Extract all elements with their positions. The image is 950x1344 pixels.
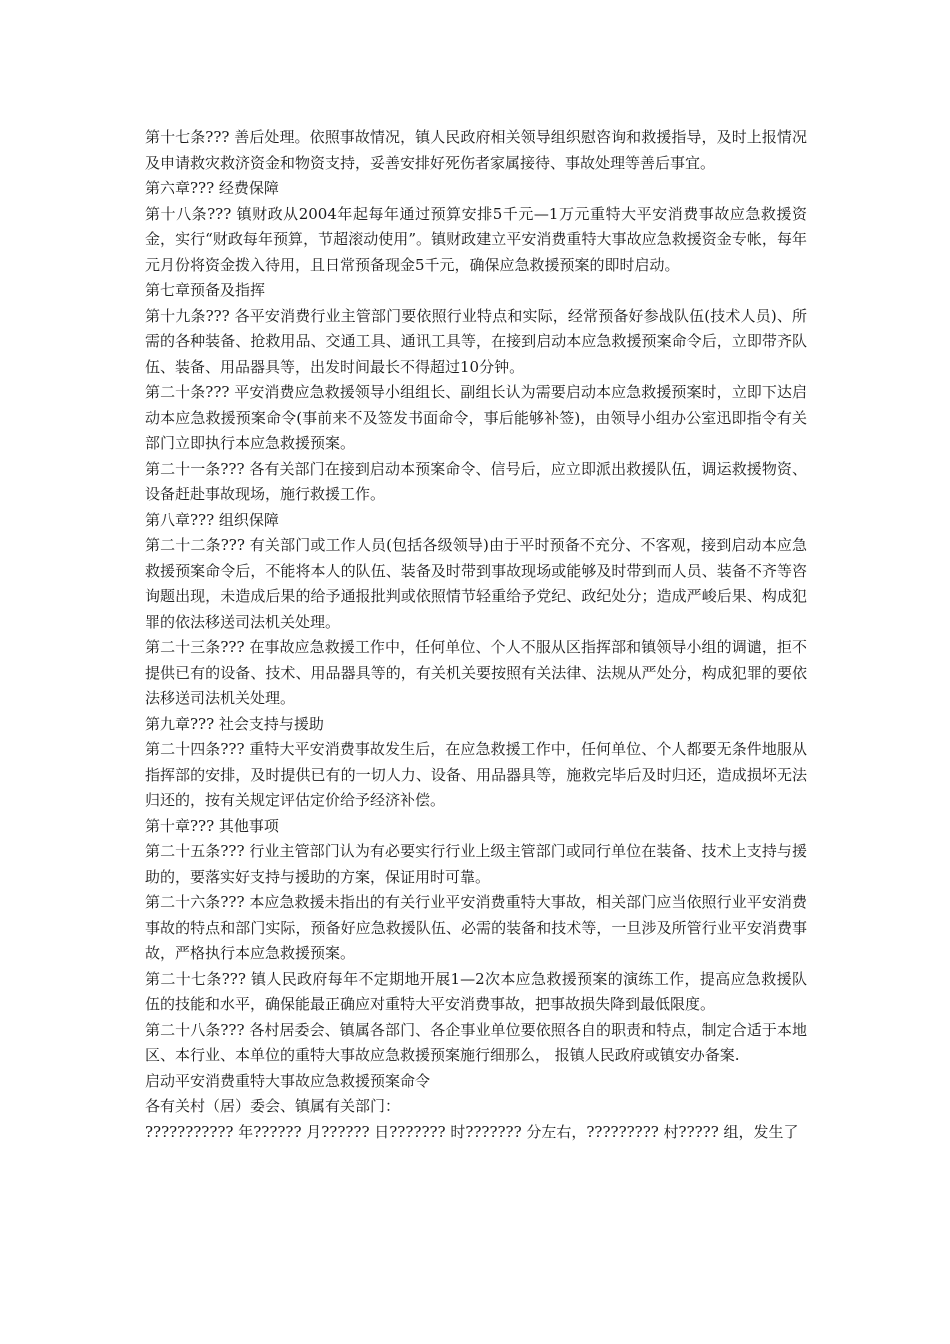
order-body-line: ??????????? 年?????? 月?????? 日??????? 时??????? 分左右，????????? 村????? 组，发生了 — [145, 1122, 799, 1141]
article-26: 第二十六条??? 本应急救援未指出的有关行业平安消费重特大事故，相关部门应当依照行业平安消费事故的特点和部门实际，预备好应急救援队伍、必需的装备和技术等，一旦涉及所管行业平安消费事故，严格执行本应急救援预案。 — [145, 893, 807, 962]
chapter-10-heading: 第十章??? 其他事项 — [145, 816, 279, 835]
article-24: 第二十四条??? 重特大平安消费事故发生后，在应急救援工作中，任何单位、个人都要无条件地服从指挥部的安排，及时提供已有的一切人力、设备、用品器具等，施救完毕后及时归还，造成损坏无法归还的，按有关规定评估定价给予经济补偿。 — [145, 740, 807, 809]
article-28: 第二十八条??? 各村居委会、镇属各部门、各企事业单位要依照各自的职责和特点，制定合适于本地区、本行业、本单位的重特大事故应急救援预案施行细那么， 报镇人民政府或镇安办备案. — [145, 1020, 807, 1064]
order-title: 启动平安消费重特大事故应急救援预案命令 — [145, 1071, 431, 1090]
article-21: 第二十一条??? 各有关部门在接到启动本预案命令、信号后，应立即派出救援队伍，调运救援物资、设备赶赴事故现场，施行救援工作。 — [145, 459, 807, 503]
article-19: 第十九条??? 各平安消费行业主管部门要依照行业特点和实际，经常预备好参战队伍(技术人员)、所需的各种装备、抢救用品、交通工具、通讯工具等，在接到启动本应急救援预案命令后，立即带齐队伍、装备、用品器具等，出发时间最长不得超过10分钟。 — [145, 306, 807, 376]
chapter-6-heading: 第六章??? 经费保障 — [145, 179, 279, 197]
article-22: 第二十二条??? 有关部门或工作人员(包括各级领导)由于平时预备不充分、不客观，接到启动本应急救援预案命令后，不能将本人的队伍、装备及时带到事故现场或能够及时带到而人员、装备不齐等咨询题出现，未造成后果的给予通报批判或依照情节轻重给予党纪、政纪处分；造成严峻后果、构成犯罪的依法移送司法机关处理。 — [145, 536, 807, 631]
document-page — [145, 125, 807, 1145]
chapter-9-heading: 第九章??? 社会支持与援助 — [145, 714, 324, 733]
chapter-8-heading: 第八章??? 组织保障 — [145, 510, 279, 529]
order-addressee: 各有关村（居）委会、镇属有关部门： — [145, 1097, 401, 1115]
chapter-7-heading: 第七章预备及指挥 — [145, 281, 266, 299]
article-17: 第十七条??? 善后处理。依照事故情况，镇人民政府相关领导组织慰咨询和救援指导，及时上报情况及申请救灾救济资金和物资支持，妥善安排好死伤者家属接待、事故处理等善后事宜。 — [145, 128, 807, 172]
article-25: 第二十五条??? 行业主管部门认为有必要实行行业上级主管部门或同行单位在装备、技术上支持与援助的，要落实好支持与援助的方案，保证用时可靠。 — [145, 842, 807, 886]
article-20: 第二十条??? 平安消费应急救援领导小组组长、副组长认为需要启动本应急救援预案时，立即下达启动本应急救援预案命令(事前来不及签发书面命令，事后能够补签)，由领导小组办公室迅即指令有关部门立即执行本应急救援预案。 — [145, 383, 807, 452]
article-27: 第二十七条??? 镇人民政府每年不定期地开展1—2次本应急救援预案的演练工作，提高应急救援队伍的技能和水平，确保能最正确应对重特大平安消费事故，把事故损失降到最低限度。 — [145, 969, 807, 1013]
article-18: 第十八条??? 镇财政从2004年起每年通过预算安排5千元—1万元重特大平安消费事故应急救援资金，实行“财政每年预算，节超滚动使用”。镇财政建立平安消费重特大事故应急救援资金专帐，每年元月份将资金拨入待用，且日常预备现金5千元，确保应急救援预案的即时启动。 — [145, 204, 807, 274]
article-23: 第二十三条??? 在事故应急救援工作中，任何单位、个人不服从区指挥部和镇领导小组的调谴，拒不提供已有的设备、技术、用品器具等的，有关机关要按照有关法律、法规从严处分，构成犯罪的要依法移送司法机关处理。 — [145, 638, 807, 707]
